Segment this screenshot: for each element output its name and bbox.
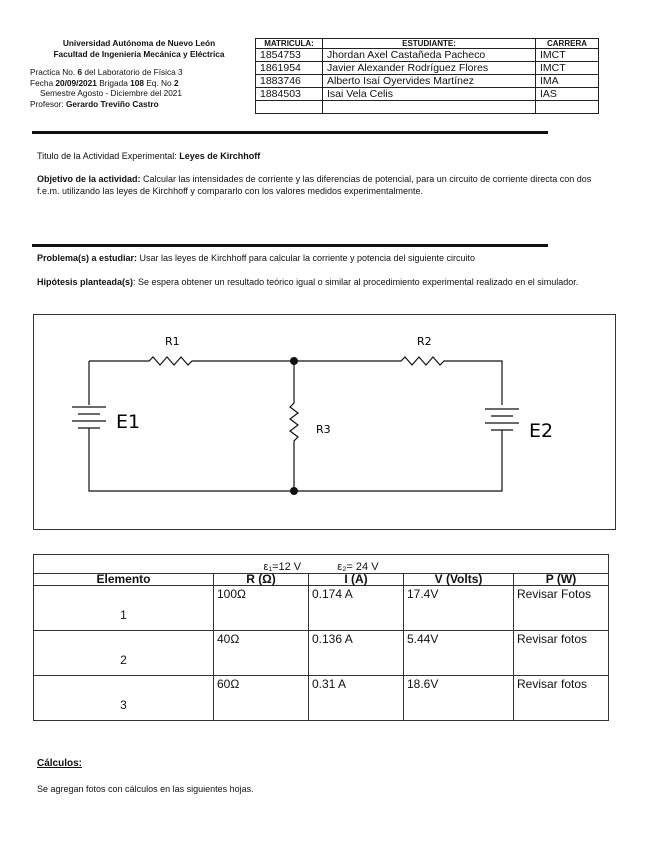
student-matricula: 1884503 [256,88,323,101]
semester-line: Semestre Agosto - Diciembre del 2021 [40,88,183,98]
student-carrera: IMA [536,75,599,88]
result-current: 0.136 A [309,631,404,676]
student-row [256,75,599,88]
result-power: Revisar fotos [514,676,609,721]
result-row [34,631,609,676]
bottom-wire [89,435,502,491]
e2-label: E2 [529,420,554,442]
students-table [255,38,599,114]
r3-resistor [290,361,298,491]
col-current: I (A) [309,574,404,586]
student-carrera [536,101,599,114]
student-row [256,101,599,114]
result-elemento: 3 [34,676,214,721]
calculations-title: Cálculos: [37,758,83,769]
faculty-name: Facultad de Ingeniería Mecánica y Eléctrica [53,48,225,59]
r1-label: R1 [165,335,180,348]
header-matricula: MATRICULA: [256,39,323,49]
junction-bottom [290,487,298,495]
student-carrera: IAS [536,88,599,101]
result-voltage: 18.6V [404,676,514,721]
result-current: 0.31 A [309,676,404,721]
result-resistance: 60Ω [214,676,309,721]
header-estudiante: ESTUDIANTE: [323,39,536,49]
student-name: Alberto Isaí Oyervides Martínez [323,75,536,88]
result-voltage: 5.44V [404,631,514,676]
result-elemento: 2 [34,631,214,676]
col-power: P (W) [514,574,609,586]
student-matricula: 1883746 [256,75,323,88]
circuit-diagram [33,314,616,530]
problem-statement: Problema(s) a estudiar: Usar las leyes de Kirchhoff para calcular la corriente y potencia del siguiente circuito [37,253,476,263]
e2-battery [485,409,519,439]
result-elemento: 1 [34,586,214,631]
hypothesis-statement: Hipótesis planteada(s): Se espera obtener un resultado teórico igual o similar al procedimiento experimental realizado en el simulador. [37,277,579,287]
emf-values [34,555,609,574]
student-name: Isai Vela Celis [323,88,536,101]
result-resistance: 100Ω [214,586,309,631]
emf-1: ε₁=12 V [263,561,302,573]
student-row [256,62,599,75]
practice-line: Practica No. 6 del Laboratorio de Física 3 [30,67,183,77]
calculations-text: Se agregan fotos con cálculos en las siguientes hojas. [37,784,254,794]
results-table [33,554,609,721]
student-matricula: 1854753 [256,49,323,62]
divider-1 [32,131,548,134]
header-carrera: CARRERA [536,39,599,49]
date-line: Fecha 20/09/2021 Brigada 108 Eq. No 2 [30,77,179,88]
e1-battery [72,407,106,435]
university-name: Universidad Autónoma de Nuevo León [62,38,216,48]
result-current: 0.174 A [309,586,404,631]
activity-objective: Objetivo de la actividad: Calcular las intensidades de corriente y las diferencias de potencial, para un circuito de corriente directa con dos f.e.m. utilizando las leyes de Kirchhoff y compararlo con los valores medidos experimentalmente. [37,174,592,196]
result-voltage: 17.4V [404,586,514,631]
student-name: Jhordan Axel Castañeda Pacheco [323,49,536,62]
student-name [323,101,536,114]
activity-title: Titulo de la Actividad Experimental: Leyes de Kirchhoff [37,151,261,161]
junction-top [290,357,298,365]
student-name: Javier Alexander Rodríguez Flores [323,62,536,75]
result-power: Revisar Fotos [514,586,609,631]
divider-2 [32,244,548,247]
result-row [34,676,609,721]
result-resistance: 40Ω [214,631,309,676]
result-row [34,586,609,631]
result-power: Revisar fotos [514,631,609,676]
header-institution [30,38,248,109]
r2-label: R2 [417,335,432,348]
emf-2: ε₂= 24 V [337,561,379,573]
col-voltage: V (Volts) [404,574,514,586]
r3-label: R3 [316,423,331,436]
student-carrera: IMCT [536,62,599,75]
circuit-svg [34,315,615,529]
student-matricula: 1861954 [256,62,323,75]
student-matricula [256,101,323,114]
student-row [256,88,599,101]
col-elemento: Elemento [34,574,214,586]
student-row [256,49,599,62]
e1-label: E1 [116,411,141,433]
col-resistance: R (Ω) [214,574,309,586]
professor-line: Profesor: Gerardo Treviño Castro [30,98,159,109]
student-carrera: IMCT [536,49,599,62]
